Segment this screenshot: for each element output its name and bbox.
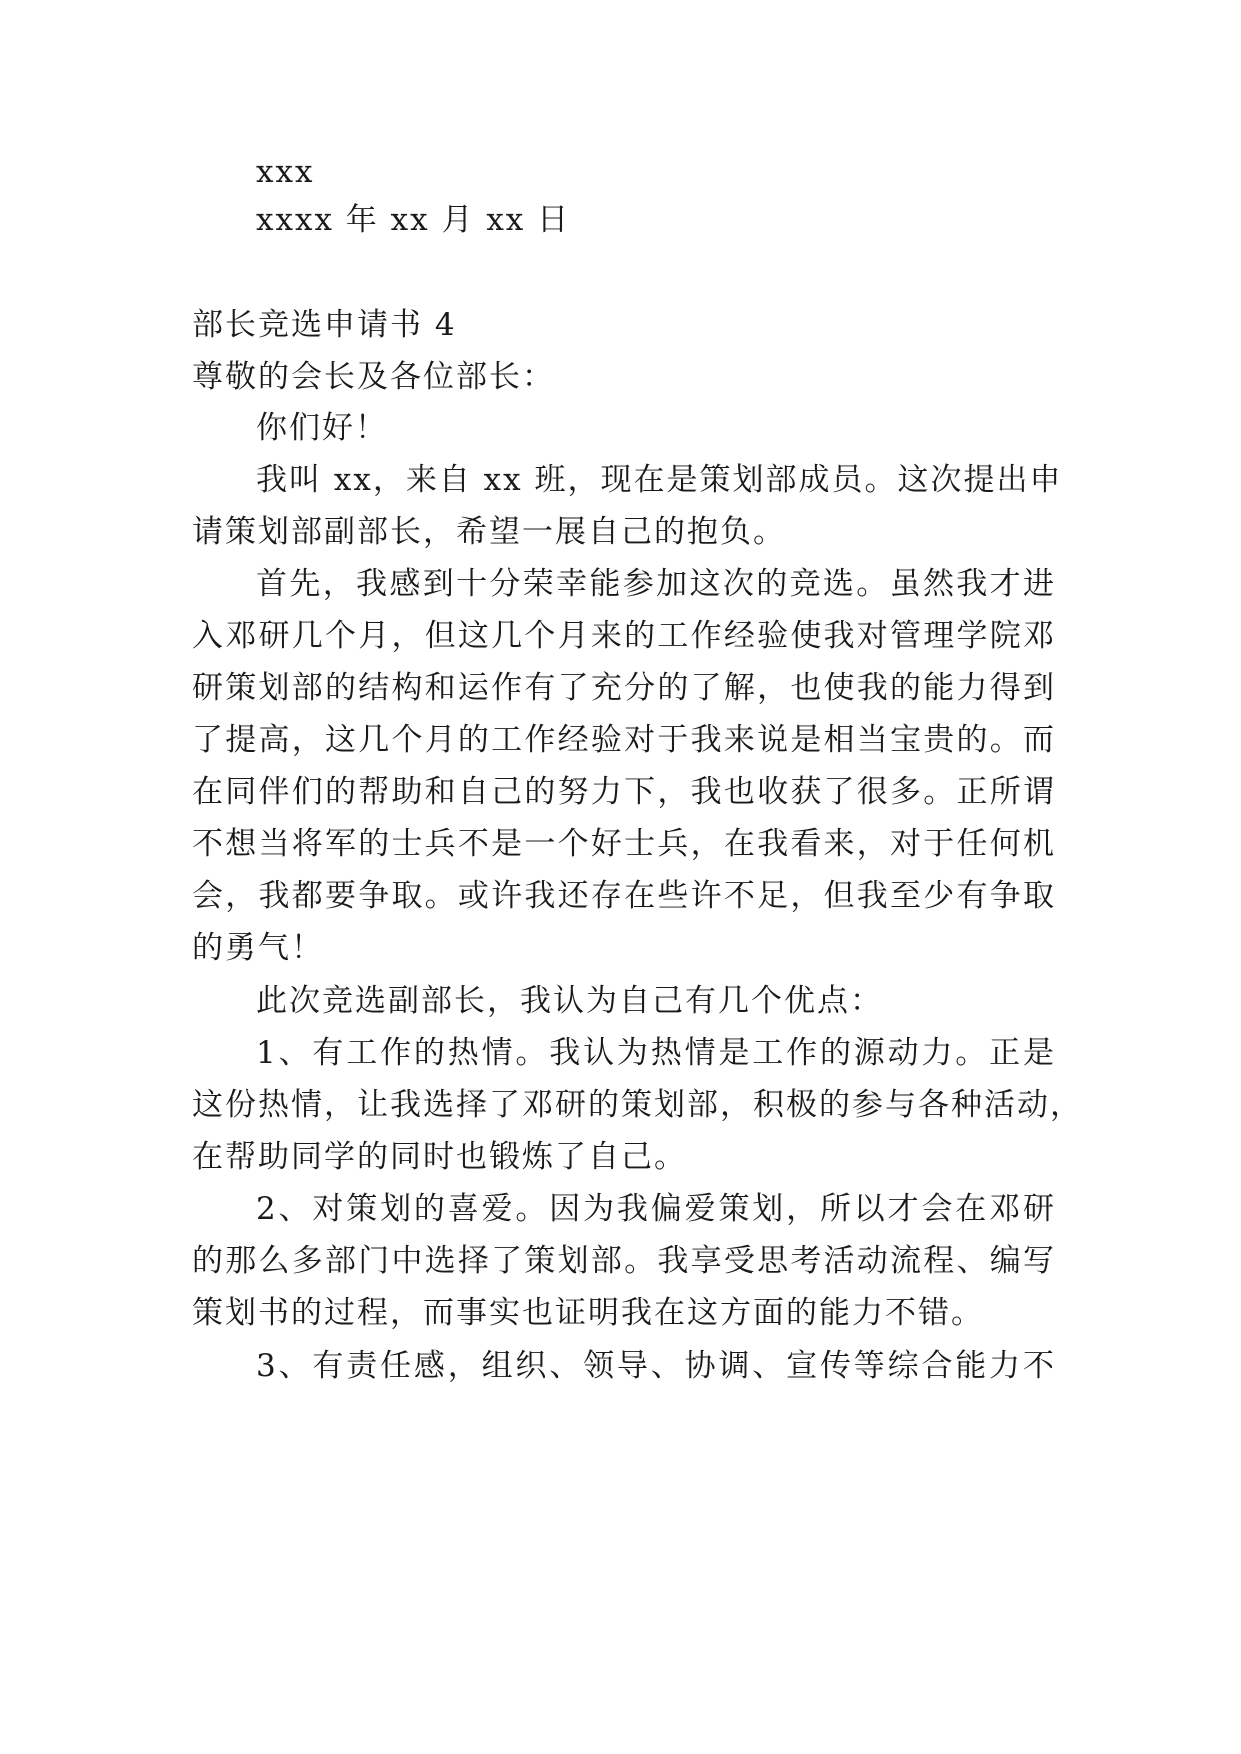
paragraph-line: 首先，我感到十分荣幸能参加这次的竞选。虽然我才进 [256,566,1056,602]
paragraph-line: 研策划部的结构和运作有了充分的了解，也使我的能力得到 [192,670,1056,706]
paragraph-line: 我叫 xx，来自 xx 班，现在是策划部成员。这次提出申 [256,462,1063,498]
signature-date: xxxx 年 xx 月 xx 日 [256,202,571,238]
paragraph-line: 请策划部副部长，希望一展自己的抱负。 [192,514,786,550]
paragraph-line: 此次竞选副部长，我认为自己有几个优点： [256,983,883,1019]
paragraph-line: 2、对策划的喜爱。因为我偏爱策划，所以才会在邓研 [256,1191,1056,1227]
paragraph-line: 入邓研几个月，但这几个月来的工作经验使我对管理学院邓 [192,618,1056,654]
paragraph-line: 你们好！ [256,410,388,446]
paragraph-line: 这份热情，让我选择了邓研的策划部，积极的参与各种活动， [192,1087,1083,1123]
paragraph-line: 不想当将军的士兵不是一个好士兵，在我看来，对于任何机 [192,826,1056,862]
signature-name: xxx [256,154,315,190]
paragraph-line: 的勇气！ [192,930,324,966]
paragraph-line: 会，我都要争取。或许我还存在些许不足，但我至少有争取 [192,878,1056,914]
paragraph-line: 在帮助同学的同时也锻炼了自己。 [192,1139,687,1175]
paragraph-line: 3、有责任感，组织、领导、协调、宣传等综合能力不 [256,1348,1056,1384]
document-title: 部长竞选申请书 4 [192,307,457,343]
paragraph-line: 策划书的过程，而事实也证明我在这方面的能力不错。 [192,1295,984,1331]
paragraph-line: 的那么多部门中选择了策划部。我享受思考活动流程、编写 [192,1243,1056,1279]
paragraph-line: 了提高，这几个月的工作经验对于我来说是相当宝贵的。而 [192,722,1056,758]
paragraph-line: 在同伴们的帮助和自己的努力下，我也收获了很多。正所谓 [192,774,1056,810]
salutation: 尊敬的会长及各位部长： [192,359,555,395]
paragraph-line: 1、有工作的热情。我认为热情是工作的源动力。正是 [256,1035,1056,1071]
